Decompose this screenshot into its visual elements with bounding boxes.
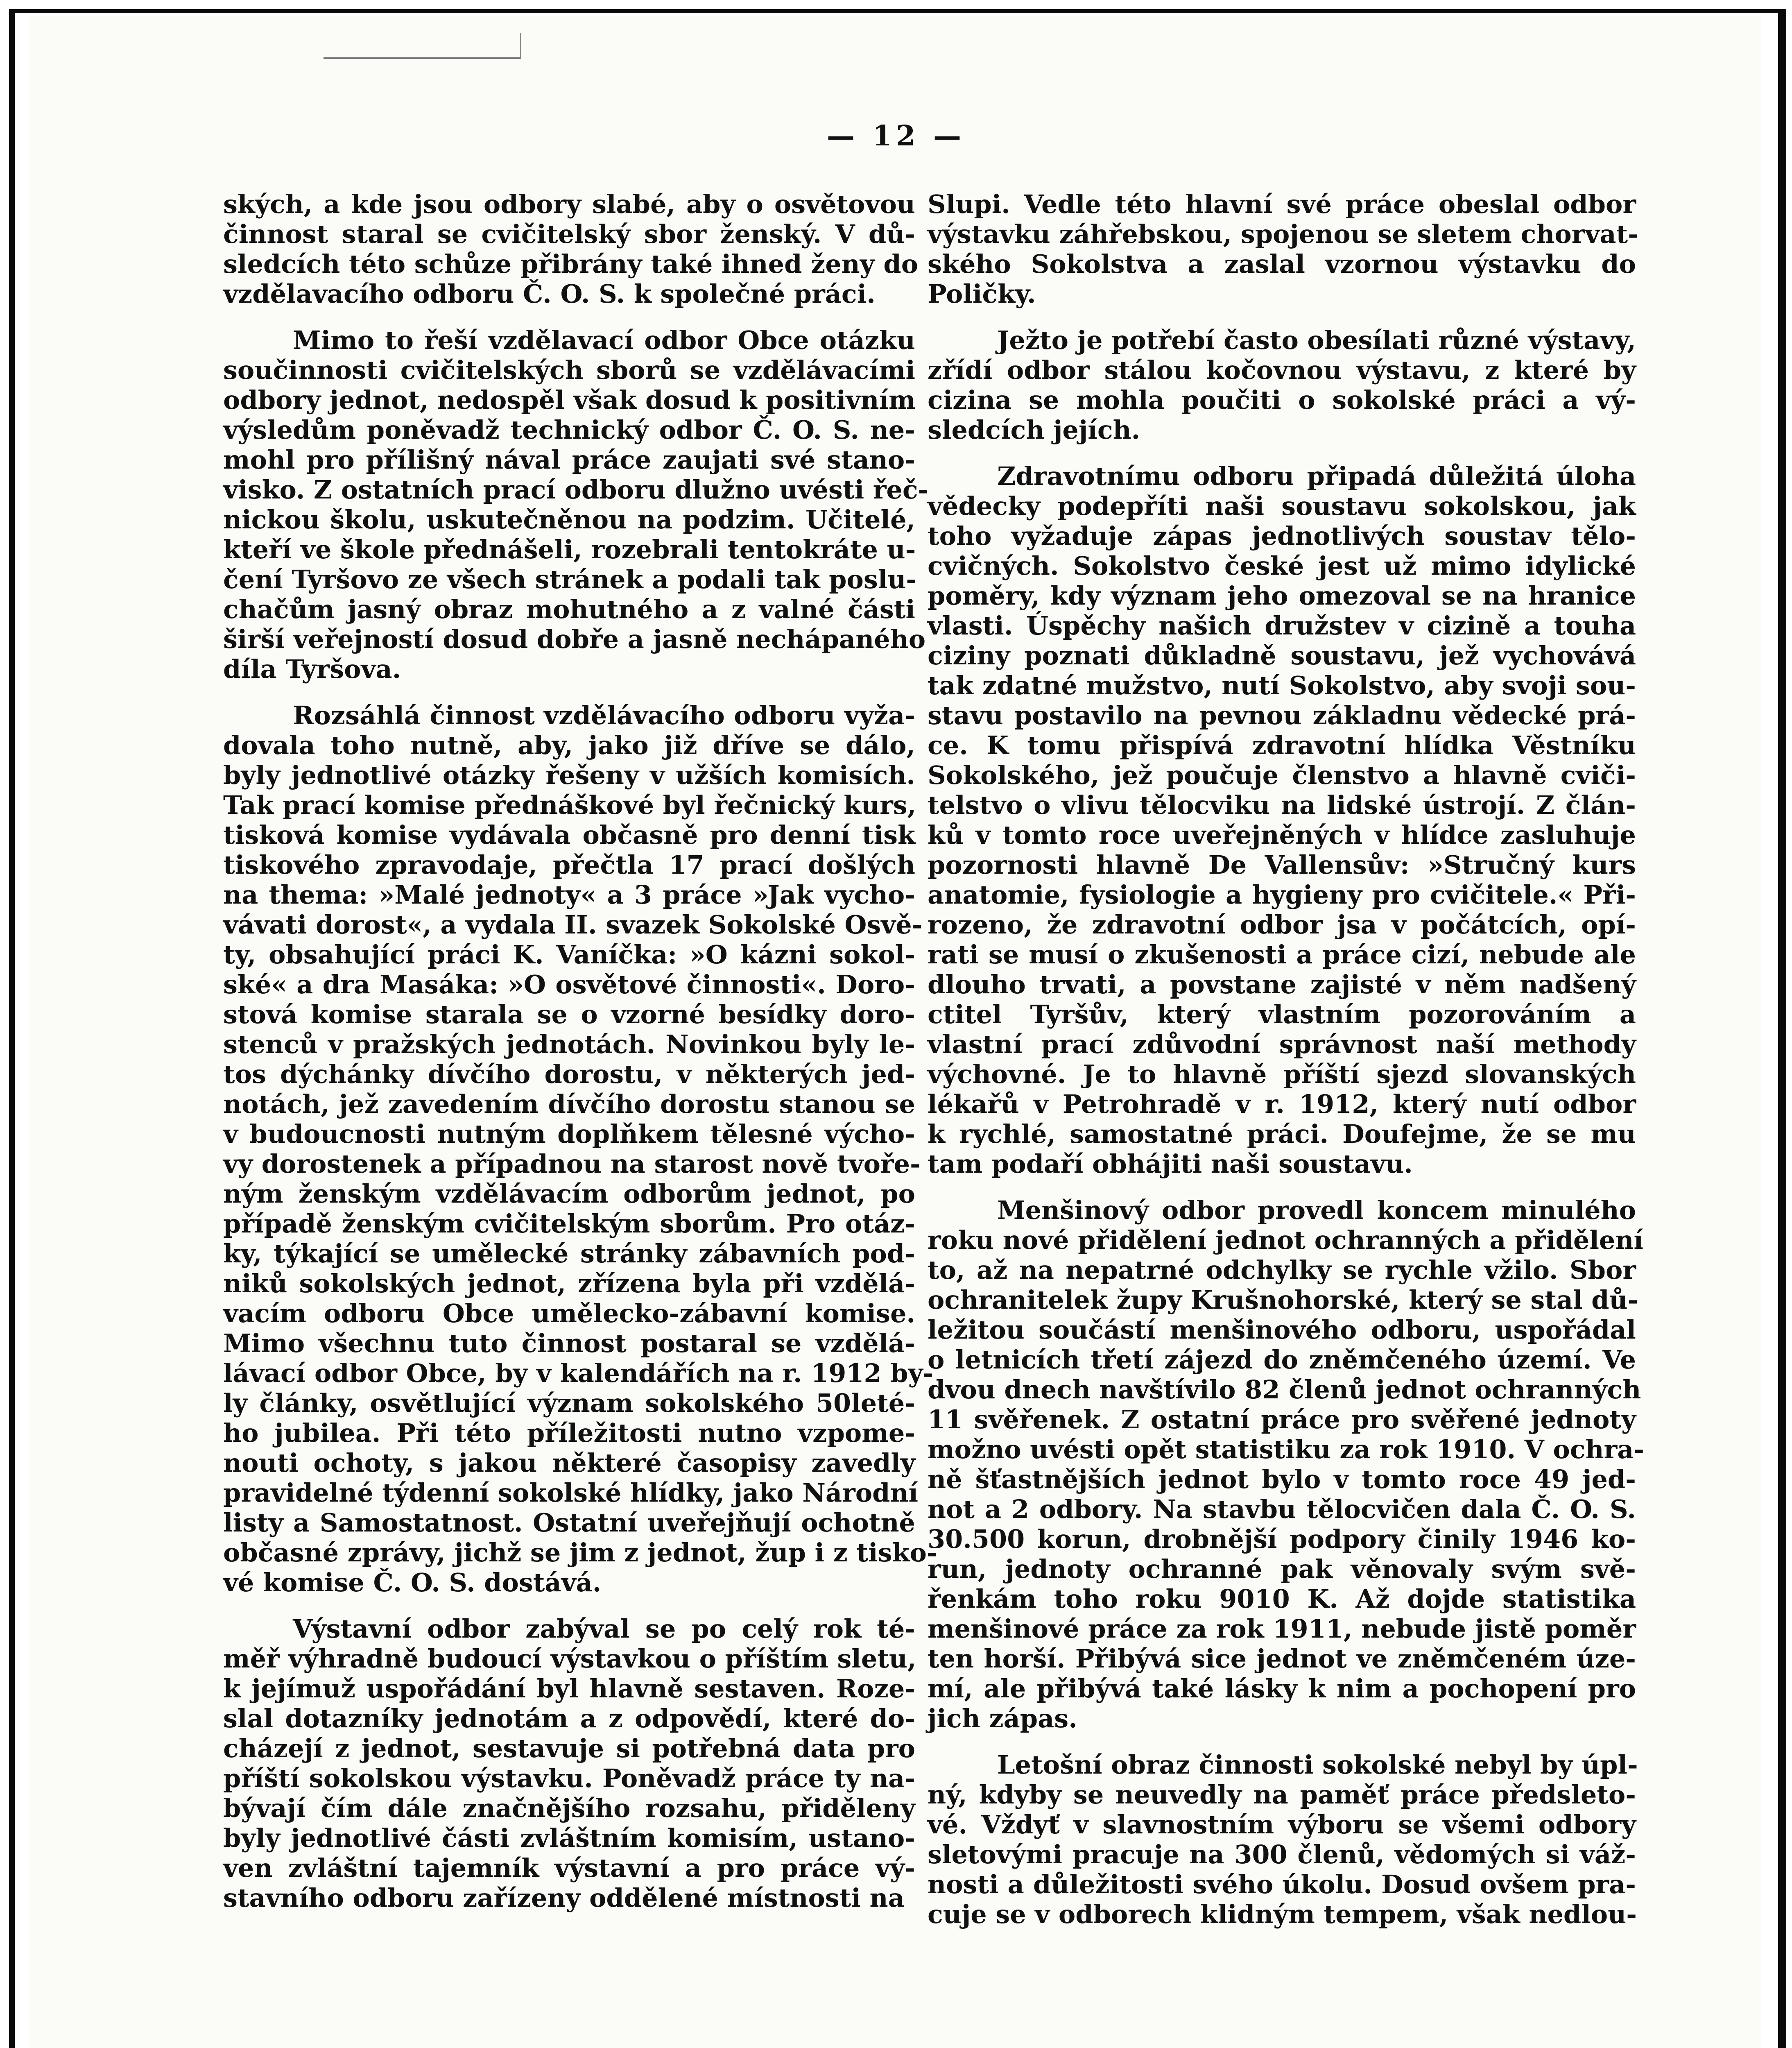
text-line: ciziny poznati důkladně soustavu, jež vychovává [928, 641, 1636, 671]
paragraph-gap [928, 1733, 1636, 1750]
text-line: stavního odboru zařízeny oddělené místnosti na [223, 1883, 905, 1913]
text-line: vědecky podepříti naši soustavu sokolskou, jak [928, 491, 1636, 521]
text-line: Mimo to řeší vzdělavací odbor Obce otázku [293, 325, 915, 355]
text-line: vlastní prací zdůvodní správnost naší methody [928, 1029, 1636, 1059]
text-line: ské« a dra Masáka: »O osvětové činnosti«. Doro- [223, 970, 915, 999]
paragraph [223, 325, 929, 684]
column-body [928, 189, 1645, 1929]
text-line: byly jednotlivé otázky řešeny v užších komisích. [223, 760, 915, 790]
paragraph-gap [223, 1597, 915, 1614]
text-line: chačům jasný obraz mohutného a z valné části [223, 594, 915, 624]
paragraph [928, 325, 1636, 445]
text-line: ven zvláštní tajemník výstavní a pro práce vý- [223, 1853, 915, 1883]
text-line: řenkám toho roku 9010 K. Až dojde statistika [928, 1584, 1636, 1614]
text-line: vlasti. Úspěchy našich družstev v cizině a touha [928, 611, 1636, 641]
text-line: Mimo všechnu tuto činnost postaral se vzdělá- [223, 1328, 915, 1358]
text-line: roku nové přidělení jednot ochranných a přidělení [928, 1225, 1643, 1255]
text-line: pravidelné týdenní sokolské hlídky, jako Národní [223, 1478, 919, 1508]
text-line: výchovné. Je to hlavně příští sjezd slovanských [928, 1059, 1636, 1089]
text-line: součinnosti cvičitelských sborů se vzdělávacími [223, 355, 915, 385]
paragraph [928, 189, 1636, 309]
text-line: kteří ve škole přednášeli, rozebrali tentokráte u- [223, 535, 916, 564]
text-line: telstvo o vlivu tělocviku na lidské ústrojí. Z člán- [928, 790, 1636, 820]
text-line: stavu postavilo na pevnou základnu vědecké prá- [928, 700, 1636, 730]
text-line: ho jubilea. Při této příležitosti nutno vzpome- [223, 1418, 915, 1448]
text-line: sledcích jejích. [928, 415, 1140, 445]
text-line: Tak prací komise přednáškové byl řečnický kurs, [223, 790, 916, 820]
text-line: ný, kdyby se neuvedly na paměť práce předsleto- [928, 1780, 1636, 1810]
binding-tab-mark [324, 33, 521, 59]
text-line: notách, jež zavedením dívčího dorostu stanou se [223, 1089, 915, 1119]
paragraph [223, 1614, 915, 1913]
text-line: Zdravotnímu odboru připadá důležitá úloha [997, 461, 1636, 491]
text-line: ce. K tomu přispívá zdravotní hlídka Věstníku [928, 730, 1636, 760]
paragraph [928, 1750, 1636, 1929]
text-line: díla Tyršova. [223, 654, 401, 684]
text-line: toho vyžaduje zápas jednotlivých soustav tělo- [928, 521, 1636, 551]
text-line: příští sokolskou výstavku. Poněvadž práce ty na- [223, 1763, 915, 1793]
text-line: dvou dnech navštívilo 82 členů jednot ochranných [928, 1375, 1641, 1405]
text-column-right [928, 189, 1645, 2048]
text-line: Rozsáhlá činnost vzdělávacího odboru vyža- [293, 700, 915, 730]
text-line: ležitou součástí menšinového odboru, uspořádal [928, 1315, 1636, 1345]
paragraph-gap [928, 445, 1636, 461]
text-line: sletovými pracuje na 300 členů, vědomých si váž- [928, 1840, 1636, 1869]
text-line: cizina se mohla poučiti o sokolské práci a vý- [928, 385, 1636, 415]
text-line: Letošní obraz činnosti sokolské nebyl by úpl- [997, 1750, 1638, 1780]
text-line: k jejímuž uspořádání byl hlavně sestaven. Roze- [223, 1674, 915, 1704]
paragraph-gap [223, 309, 915, 325]
text-line: ty, obsahující práci K. Vaníčka: »O kázni sokol- [223, 940, 915, 970]
page-number: — 12 — [827, 120, 965, 152]
text-line: poměry, kdy význam jeho omezoval se na hranice [928, 581, 1636, 611]
text-line: lékařů v Petrohradě v r. 1912, který nutí odbor [928, 1089, 1636, 1119]
text-line: cvičných. Sokolstvo české jest už mimo idylické [928, 551, 1636, 581]
text-line: rozeno, že zdravotní odbor jsa v počátcích, opí- [928, 910, 1636, 940]
paragraph-gap [928, 1179, 1636, 1195]
text-line: 30.500 korun, drobnější podpory činily 1946 ko- [928, 1524, 1636, 1554]
text-line: nosti a důležitosti svého úkolu. Dosud ovšem pra- [928, 1869, 1636, 1899]
text-line: tos dýchánky dívčího dorostu, v některých jed- [223, 1059, 915, 1089]
paragraph-gap [223, 684, 915, 700]
text-line: rati se musí o zkušenosti a práce cizí, nebude ale [928, 940, 1636, 970]
text-line: slal dotazníky jednotám a z odpovědí, které do- [223, 1704, 915, 1733]
text-line: měř výhradně budoucí výstavkou o příštím sletu, [223, 1644, 916, 1674]
text-line: mohl pro přílišný nával práce zaujati své stano- [223, 445, 915, 475]
text-line: vávati dorost«, a vydala II. svazek Sokolské Osvě- [223, 910, 923, 940]
text-line: ky, týkající se umělecké stránky zábavních pod- [223, 1239, 915, 1269]
text-line: anatomie, fysiologie a hygieny pro cvičitele.« Při- [928, 880, 1636, 910]
paragraph [223, 189, 919, 309]
text-line: ně šťastnějších jednot bylo v tomto roce 49 jed- [928, 1464, 1636, 1494]
text-line: byly jednotlivé části zvláštním komisím, ustano- [223, 1823, 915, 1853]
text-line: výsledům poněvadž technický odbor Č. O. S. ne- [223, 415, 915, 445]
text-line: na thema: »Malé jednoty« a 3 práce »Jak vycho- [223, 880, 915, 910]
text-line: bývají čím dále značnějšího rozsahu, přiděleny [223, 1793, 915, 1823]
text-line: ských, a kde jsou odbory slabé, aby o osvětovou [223, 189, 915, 219]
text-line: ctitel Tyršův, který vlastním pozorováním a [928, 999, 1636, 1029]
text-line: činnost staral se cvičitelský sbor ženský. V dů- [223, 219, 915, 249]
text-line: 11 svěřenek. Z ostatní práce pro svěřené jednoty [928, 1405, 1636, 1434]
text-line: vé komise Č. O. S. dostává. [223, 1568, 602, 1597]
text-line: Slupi. Vedle této hlavní své práce obeslal odbor [928, 189, 1636, 219]
text-line: nickou školu, uskutečněnou na podzim. Učitelé, [223, 505, 915, 535]
text-line: stová komise starala se o vzorné besídky doro- [223, 999, 915, 1029]
text-line: dovala toho nutně, aby, jako již dříve se dálo, [223, 730, 915, 760]
text-line: občasné zprávy, jichž se jim z jednot, žup i z tisko- [223, 1538, 937, 1568]
text-line: ným ženským vzdělávacím odborům jednot, po [223, 1179, 915, 1209]
text-line: menšinové práce za rok 1911, nebude jistě poměr [928, 1614, 1636, 1644]
text-line: mí, ale přibývá také lásky k nim a pochopení pro [928, 1674, 1636, 1704]
text-line: run, jednoty ochranné pak věnovaly svým svě- [928, 1554, 1636, 1584]
paragraph [928, 461, 1636, 1179]
text-line: k rychlé, samostatné práci. Doufejme, že se mu [928, 1119, 1636, 1149]
text-line: Sokolského, jež poučuje členstvo a hlavně cviči- [928, 760, 1636, 790]
text-line: tiskového zpravodaje, přečtla 17 prací došlých [223, 850, 915, 880]
text-line: tak zdatné mužstvo, nutí Sokolstvo, aby svoji sou- [928, 671, 1636, 700]
text-line: ků v tomto roce uveřejněných v hlídce zasluhuje [928, 820, 1636, 850]
text-line: Poličky. [928, 279, 1036, 309]
text-line: ly články, osvětlující význam sokolského 50leté- [223, 1388, 915, 1418]
text-line: pozornosti hlavně De Vallensův: »Stručný kurs [928, 850, 1636, 880]
text-line: ten horší. Přibývá sice jednot ve zněmčeném úze- [928, 1644, 1636, 1674]
text-line: zřídí odbor stálou kočovnou výstavu, z které by [928, 355, 1636, 385]
text-line: cuje se v odborech klidným tempem, však nedlou- [928, 1899, 1637, 1929]
text-line: ochranitelek župy Krušnohorské, který se stal dů- [928, 1285, 1638, 1315]
text-line: případě ženským cvičitelským sborům. Pro otáz- [223, 1209, 915, 1239]
text-line: vy dorostenek a případnou na starost nově tvoře- [223, 1149, 921, 1179]
text-line: tisková komise vydávala občasně pro denní tisk [223, 820, 915, 850]
text-line: jich zápas. [928, 1704, 1077, 1733]
text-line: o letnicích třetí zájezd do zněmčeného území. Ve [928, 1345, 1636, 1375]
text-line: nouti ochoty, s jakou některé časopisy zavedly [223, 1448, 915, 1478]
text-line: výstavku záhřebskou, spojenou se sletem chorvat- [928, 219, 1638, 249]
text-line: čení Tyršovo ze všech stránek a podali tak poslu- [223, 564, 917, 594]
paragraph [223, 700, 937, 1597]
text-line: vzdělavacího odboru Č. O. S. k společné práci. [223, 279, 876, 309]
text-line: stenců v pražských jednotách. Novinkou byly le- [223, 1029, 915, 1059]
text-line: not a 2 odbory. Na stavbu tělocvičen dala Č. O. S. [928, 1494, 1636, 1524]
text-line: to, až na nepatrné odchylky se rychle vžilo. Sbor [928, 1255, 1636, 1285]
text-line: dlouho trvati, a povstane zajisté v něm nadšený [928, 970, 1636, 999]
text-column-left [223, 189, 937, 2048]
text-line: vacím odboru Obce umělecko-zábavní komise. [223, 1298, 915, 1328]
text-line: Výstavní odbor zabýval se po celý rok té- [293, 1614, 915, 1644]
text-line: lávací odbor Obce, by v kalendářích na r. 1912 by- [223, 1358, 934, 1388]
column-body [223, 189, 937, 1913]
text-line: listy a Samostatnost. Ostatní uveřejňují ochotně [223, 1508, 915, 1538]
text-line: niků sokolských jednot, zřízena byla při vzdělá- [223, 1269, 915, 1298]
text-line: širší veřejností dosud dobře a jasně nechápaného [223, 624, 926, 654]
paragraph-gap [928, 309, 1636, 325]
text-line: Menšinový odbor provedl koncem minulého [997, 1195, 1636, 1225]
text-line: cházejí z jednot, sestavuje si potřebná data pro [223, 1733, 915, 1763]
text-line: visko. Z ostatních prací odboru dlužno uvésti řeč- [223, 475, 929, 505]
text-line: sledcích této schůze přibrány také ihned ženy do [223, 249, 919, 279]
text-line: odbory jednot, nedospěl však dosud k positivním [223, 385, 916, 415]
text-line: možno uvésti opět statistiku za rok 1910. V ochra- [928, 1434, 1645, 1464]
paragraph [928, 1195, 1645, 1733]
text-line: tam podaří obhájiti naši soustavu. [928, 1149, 1413, 1179]
text-line: ského Sokolstva a zaslal vzornou výstavku do [928, 249, 1636, 279]
text-line: vé. Vždyť v slavnostním výboru se všemi odbory [928, 1810, 1636, 1840]
text-line: v budoucnosti nutným doplňkem tělesné výcho- [223, 1119, 915, 1149]
text-line: Ježto je potřebí často obesílati různé výstavy, [997, 325, 1636, 355]
